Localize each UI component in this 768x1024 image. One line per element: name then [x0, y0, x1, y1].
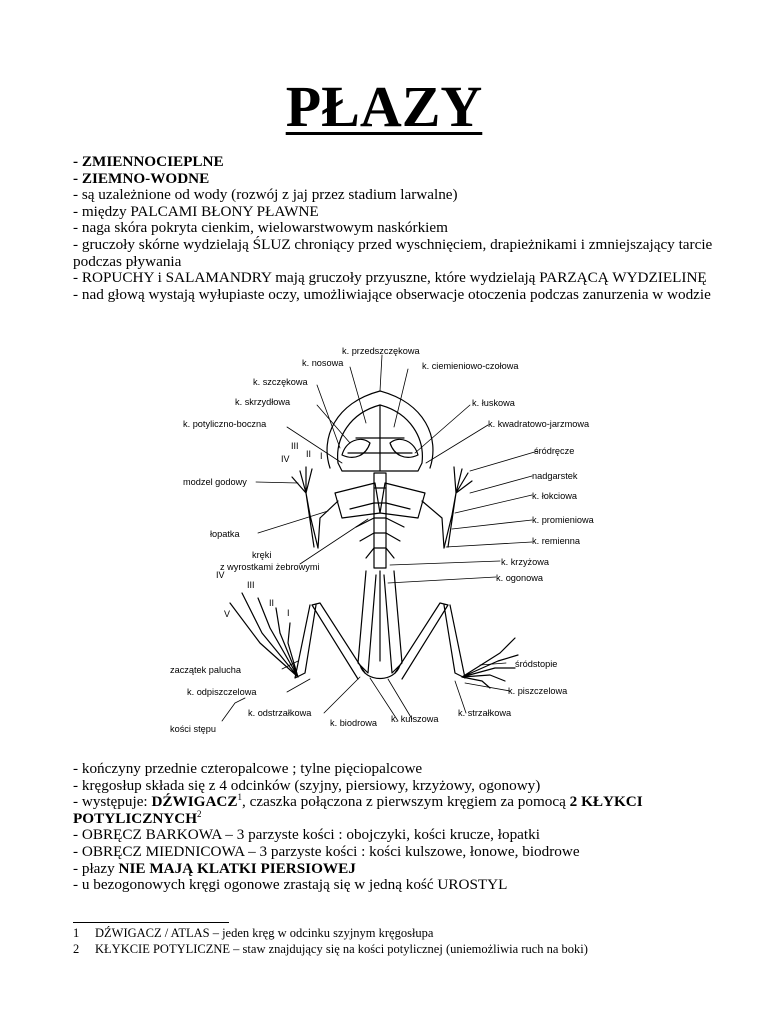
intro-line-bold: - ZIEMNO-WODNE [73, 169, 210, 187]
facts-text: - płazy [73, 859, 119, 877]
label-potyliczno: k. potyliczno-boczna [183, 419, 267, 429]
intro-line: - są uzależnione od wody (rozwój z jaj przez stadium larwalne) [73, 186, 458, 204]
label-kreki-wyrostki: z wyrostkami żebrowymi [220, 562, 320, 572]
label-kulszowa: k. kulszowa [391, 714, 439, 724]
page-title [0, 74, 768, 140]
facts-line: - kończyny przednie czteropalcowe ; tylne pięciopalcowe [73, 760, 423, 777]
label-strzalkowa: k. strzałkowa [458, 708, 512, 718]
footnote-divider [73, 922, 229, 923]
label-digit-V-hind: V [224, 609, 231, 619]
intro-list [73, 154, 713, 303]
label-odpiszczelowa: k. odpiszczelowa [187, 687, 257, 697]
label-przedszczekowa: k. przedszczękowa [342, 346, 420, 356]
left-femur [312, 603, 365, 679]
facts-line [73, 861, 713, 878]
page-title-text: PŁAZY [285, 74, 483, 139]
facts-line: - u bezogonowych kręgi ogonowe zrastają się w jedną kość UROSTYL [73, 876, 508, 894]
facts-list [73, 761, 713, 894]
label-digit-II-hind: II [269, 598, 275, 608]
intro-line [73, 154, 713, 171]
right-radius-ulna [444, 493, 456, 548]
label-kreki: kręki [252, 550, 272, 560]
skeleton-drawing [222, 355, 538, 721]
label-szczekowa: k. szczękowa [253, 377, 308, 387]
intro-line: - naga skóra pokryta cienkim, wielowarstwowym naskórkiem [73, 219, 448, 237]
label-digit-II-fore: II [306, 449, 312, 459]
facts-line: - kręgosłup składa się z 4 odcinków (szyjny, piersiowy, krzyżowy, ogonowy) [73, 776, 541, 794]
label-srodrecze: śródręcze [534, 446, 575, 456]
intro-line: - nad głową wystają wyłupiaste oczy, umożliwiające obserwacje otoczenia podczas zanurzenia w wodzie [73, 285, 711, 303]
footnote-2 [73, 941, 588, 957]
left-radius-ulna [306, 493, 318, 548]
right-foot [462, 638, 518, 688]
label-digit-I-hind: I [287, 608, 290, 618]
facts-bold-dzwigacz: DŹWIGACZ [151, 793, 238, 811]
intro-line: - ROPUCHY i SALAMANDRY mają gruczoły przyuszne, które wydzielają PARZĄCĄ WYDZIELINĘ [73, 269, 707, 287]
label-luskowa: k. łuskowa [472, 398, 515, 408]
right-tibiofibula [444, 605, 465, 678]
left-hand [292, 467, 312, 493]
label-digit-I-fore: I [320, 451, 323, 461]
intro-line: - między PALCAMI BŁONY PŁAWNE [73, 202, 319, 220]
facts-text: , czaszka połączona z pierwszym kręgiem za pomocą [242, 793, 570, 811]
label-promieniowa: k. promieniowa [532, 515, 594, 525]
label-lopatka: łopatka [210, 529, 240, 539]
label-digit-III-hind: III [247, 580, 255, 590]
label-krzyzowa: k. krzyżowa [501, 557, 549, 567]
figure-labels [170, 346, 595, 734]
right-hand [454, 467, 472, 493]
intro-line-bold: - ZMIENNOCIEPLNE [73, 153, 224, 170]
label-odstrzalkowa: k. odstrzałkowa [248, 708, 312, 718]
label-skrzydlowa: k. skrzydłowa [235, 397, 291, 407]
label-biodrowa: k. biodrowa [330, 718, 377, 728]
label-digit-IV-hind: IV [216, 570, 225, 580]
right-humerus [422, 501, 444, 548]
skull-midline [348, 405, 412, 471]
footnote-1 [73, 925, 588, 941]
label-nosowa: k. nosowa [302, 358, 344, 368]
footnote-text: DŹWIGACZ / ATLAS – jeden kręg w odcinku szyjnym kręgosłupa [95, 926, 434, 940]
label-modzel: modzel godowy [183, 477, 247, 487]
footnote-number: 2 [73, 942, 80, 956]
facts-line: - OBRĘCZ BARKOWA – 3 parzyste kości : obojczyki, kości krucze, łopatki [73, 826, 540, 844]
label-ciemieniowo: k. ciemieniowo-czołowa [422, 361, 519, 371]
facts-text: - występuje: [73, 793, 152, 811]
footnote-ref-1: 1 [237, 792, 243, 803]
facts-line-dzwigacz [73, 794, 713, 827]
facts-bold-klatka: NIE MAJĄ KLATKI PIERSIOWEJ [118, 859, 356, 877]
label-piszczelowa: k. piszczelowa [508, 686, 568, 696]
facts-bold-klykcie: 2 KŁYKCI POTYLICZNYCH [73, 793, 643, 827]
left-tibiofibula [295, 605, 316, 678]
label-digit-IV-fore: IV [281, 454, 290, 464]
intro-line [73, 171, 713, 188]
label-kwadratowo: k. kwadratowo-jarzmowa [488, 419, 590, 429]
label-lokciowa: k. łokciowa [532, 491, 577, 501]
label-nadgarstek: nadgarstek [532, 471, 578, 481]
label-srodstopie: śródstopie [515, 659, 558, 669]
footnotes [73, 925, 588, 957]
label-ramienna: k. remienna [532, 536, 581, 546]
facts-line: - OBRĘCZ MIEDNICOWA – 3 parzyste kości : kości kulszowe, łonowe, biodrowe [73, 842, 580, 860]
footnote-ref-2: 2 [197, 808, 202, 819]
footnote-text: KŁYKCIE POTYLICZNE – staw znajdujący się na kości potylicznej (uniemożliwia ruch na boki) [95, 942, 588, 956]
footnote-number: 1 [73, 926, 80, 940]
frog-skeleton-figure [170, 343, 610, 743]
intro-line: - gruczoły skórne wydzielają ŚLUZ chroniący przed wyschnięciem, drapieżnikami i zmniejszający tarcie podczas pływania [73, 235, 713, 270]
label-ogonowa: k. ogonowa [496, 573, 543, 583]
label-digit-III-fore: III [291, 441, 299, 451]
label-stepu: kości stępu [170, 724, 216, 734]
label-zaczatek: zaczątek palucha [170, 665, 241, 675]
right-femur [395, 603, 448, 679]
